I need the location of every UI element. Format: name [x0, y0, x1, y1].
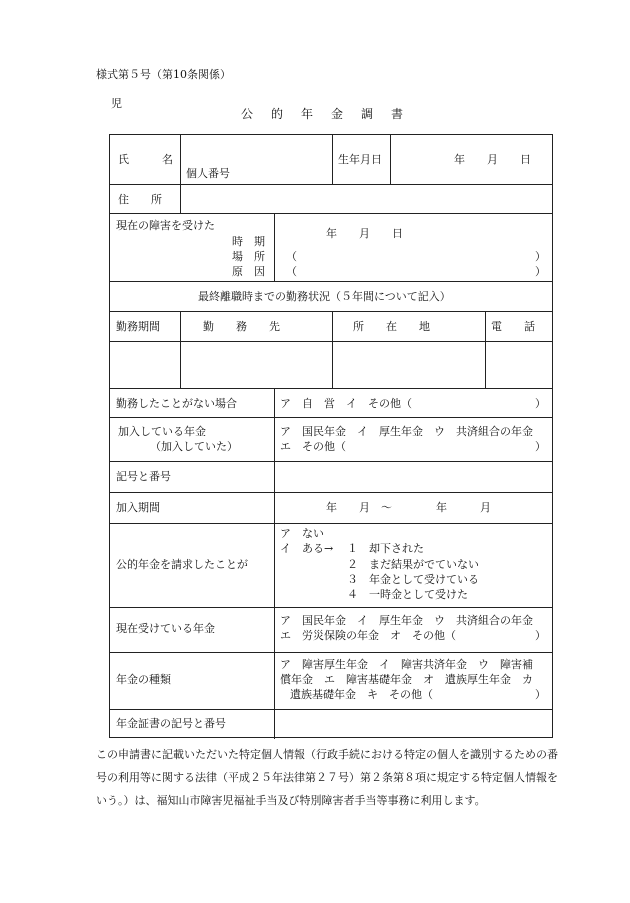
col-divider — [485, 311, 486, 388]
place-label: 場 所 — [232, 250, 265, 263]
col-employer: 勤 務 先 — [203, 320, 280, 333]
symbol-number-label: 記号と番号 — [116, 470, 171, 483]
pension-type-close: ） — [535, 688, 546, 701]
claim-none: ア ない — [280, 527, 324, 540]
receiving-label: 現在受けている年金 — [116, 622, 215, 635]
cause-paren-close: ） — [535, 265, 546, 278]
col-divider — [332, 135, 333, 184]
address-label: 住 所 — [118, 193, 162, 206]
pension-type-line-2: 償年金 エ 障害基礎年金 オ 遺族厚生年金 カ — [280, 673, 533, 686]
certificate-label: 年金証書の記号と番号 — [116, 717, 226, 730]
col-divider — [180, 184, 181, 213]
enrollment-period-label: 加入期間 — [116, 501, 160, 514]
privacy-notice: この申請書に記載いただいた特定個人情報（行政手続における特定の個人を識別するための番号の利用等に関する法律（平成２５年法律第２７号）第２条第８項に規定する特定個人情報をいう。）は、福知山市障害児福祉手当及び特別障害者手当等事務に利用します。 — [96, 748, 558, 807]
receiving-options-2: エ 労災保険の年金 オ その他（ — [280, 629, 456, 642]
row-divider — [110, 184, 552, 185]
enrolled-label-sub: （加入していた） — [150, 440, 238, 453]
dob-label: 生年月日 — [338, 153, 382, 166]
place-paren-open: （ — [286, 250, 297, 263]
personal-number-label: 個人番号 — [186, 167, 230, 180]
time-label: 時 期 — [232, 235, 265, 248]
cause-label: 原 因 — [232, 265, 265, 278]
claim-yes: イ ある→ — [280, 542, 334, 555]
disability-label: 現在の障害を受けた — [116, 219, 215, 232]
col-divider — [180, 135, 181, 184]
row-divider — [110, 461, 552, 462]
form-number: 様式第５号（第10条関係） — [96, 68, 231, 81]
row-divider — [110, 417, 552, 418]
cause-paren-open: （ — [286, 265, 297, 278]
col-location: 所 在 地 — [353, 320, 430, 333]
dob-value: 年 月 日 — [454, 153, 531, 166]
form-table — [109, 134, 553, 738]
col-divider — [390, 135, 391, 184]
claim-option-1: １ 却下された — [347, 542, 424, 555]
enrollment-period-value: 年 月 〜 年 月 — [326, 501, 491, 514]
row-divider — [110, 213, 552, 214]
child-mark: 児 — [111, 97, 122, 110]
col-divider — [274, 213, 275, 281]
name-label: 氏 名 — [118, 153, 173, 166]
no-employment-options: ア 自 営 イ その他（ — [280, 397, 412, 410]
row-divider — [110, 281, 552, 282]
claim-option-3: ３ 年金として受けている — [347, 573, 479, 586]
col-phone: 電 話 — [491, 320, 535, 333]
employment-heading: 最終離職時までの勤務状況（５年間について記入） — [198, 290, 451, 303]
row-divider — [110, 388, 552, 389]
col-divider — [274, 388, 275, 739]
row-divider — [110, 523, 552, 524]
claim-option-4: ４ 一時金として受けた — [347, 588, 468, 601]
no-employment-label: 勤務したことがない場合 — [116, 397, 237, 410]
row-divider — [110, 652, 552, 653]
col-period: 勤務期間 — [116, 320, 160, 333]
row-divider — [110, 607, 552, 608]
col-divider — [332, 311, 333, 388]
disability-date: 年 月 日 — [326, 227, 403, 240]
receiving-options-1: ア 国民年金 イ 厚生年金 ウ 共済組合の年金 — [280, 614, 533, 627]
row-divider — [110, 492, 552, 493]
no-employment-close: ） — [535, 397, 546, 410]
pension-type-label: 年金の種類 — [116, 673, 171, 686]
receiving-close: ） — [535, 629, 546, 642]
enrolled-options-2: エ その他（ — [280, 440, 346, 453]
place-paren-close: ） — [535, 250, 546, 263]
enrolled-close: ） — [535, 440, 546, 453]
claim-option-2: ２ まだ結果がでていない — [347, 558, 479, 571]
col-divider — [180, 311, 181, 388]
enrolled-options-1: ア 国民年金 イ 厚生年金 ウ 共済組合の年金 — [280, 425, 533, 438]
pension-type-line-3: 遺族基礎年金 キ その他（ — [290, 688, 433, 701]
pension-type-line-1: ア 障害厚生年金 イ 障害共済年金 ウ 障害補 — [280, 658, 533, 671]
row-divider — [110, 709, 552, 710]
claim-label: 公的年金を請求したことが — [116, 558, 248, 571]
enrolled-label: 加入している年金 — [118, 425, 206, 438]
page-title: 公的年金調書 — [241, 107, 422, 121]
